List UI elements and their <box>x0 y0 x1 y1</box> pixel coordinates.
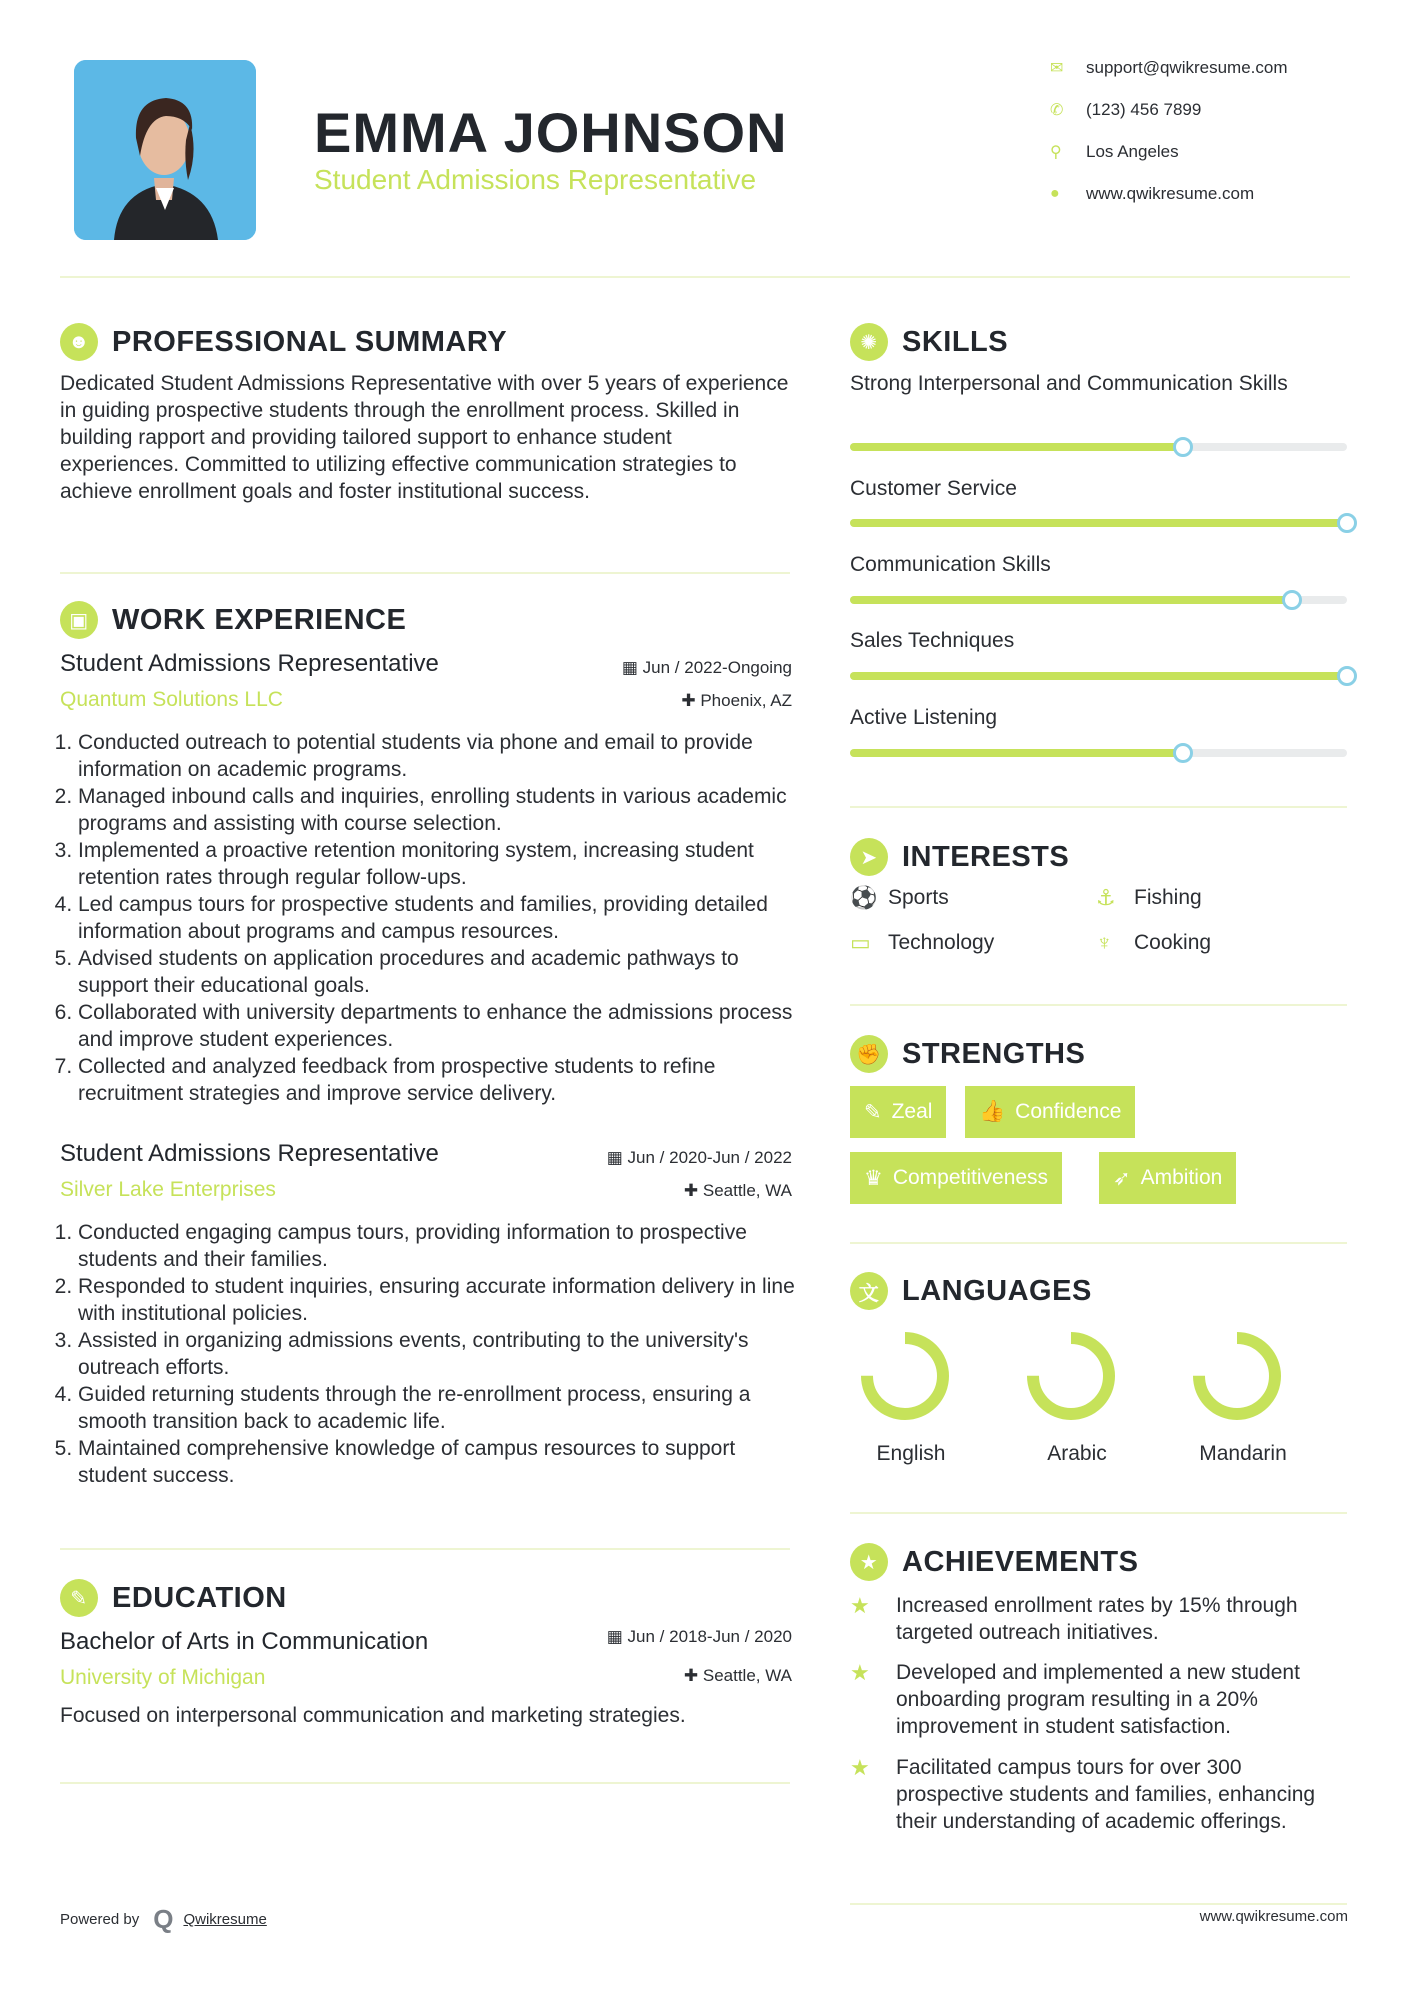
skill-bar-fill <box>850 749 1183 757</box>
education-text: Focused on interpersonal communication and marketing strategies. <box>60 1704 686 1727</box>
education-divider <box>60 1782 790 1784</box>
interests-heading-text: INTERESTS <box>902 840 1070 873</box>
duty-item: 6. Collaborated with university departments to enhance the admissions process and improve student experiences. <box>78 999 796 1053</box>
duty-item: 5. Maintained comprehensive knowledge of campus resources to support student success. <box>78 1435 796 1489</box>
star-icon: ★ <box>850 1755 870 1780</box>
achievements-heading-text: ACHIEVEMENTS <box>902 1545 1139 1578</box>
strength-tag: ➶ Ambition <box>1099 1152 1236 1204</box>
pushpin-icon: ✚ <box>681 691 701 710</box>
language-ring <box>1187 1326 1287 1426</box>
strength-tag: ✎ Zeal <box>850 1086 946 1138</box>
job-title: Student Admissions Representative <box>60 650 439 677</box>
globe-icon: ● <box>1050 185 1060 202</box>
contact-email-text: support@qwikresume.com <box>1086 58 1288 77</box>
skill-bar-fill <box>850 672 1347 680</box>
calendar-icon: ▦ <box>606 1627 628 1646</box>
briefcase-icon: ▣ <box>60 601 98 639</box>
skills-heading <box>850 323 1008 361</box>
skill-bar <box>850 749 1347 757</box>
achievement-item: ★ Facilitated campus tours for over 300 prospective students and families, enhancing their understanding of academic offerings. <box>850 1755 1316 1833</box>
qwikresume-logo-icon: Q <box>153 1904 174 1934</box>
skill-bar-fill <box>850 596 1292 604</box>
languages-divider <box>850 1512 1347 1514</box>
duty-item: 4. Led campus tours for prospective students and families, providing detailed information about programs and campus resources. <box>78 891 796 945</box>
language-ring-arc <box>1033 1338 1109 1414</box>
job-date: ▦ Jun / 2020-Jun / 2022 <box>606 1148 792 1167</box>
language-label: English <box>876 1442 946 1465</box>
strengths-heading <box>850 1035 1085 1073</box>
work-divider <box>60 1548 790 1550</box>
skill-bar-knob <box>1337 513 1357 533</box>
calendar-icon: ▦ <box>606 1148 628 1167</box>
skill-label: Sales Techniques <box>850 629 1015 652</box>
skill-bar-fill <box>850 519 1347 527</box>
location-pin-icon: ⚲ <box>1050 144 1062 161</box>
interest-item: ⚓ Fishing <box>1096 885 1202 910</box>
user-icon: ☻ <box>60 323 98 361</box>
school-name: University of Michigan <box>60 1666 266 1689</box>
job-duties-list <box>60 729 796 1107</box>
lightbulb-icon: ✺ <box>850 323 888 361</box>
candidate-role: Student Admissions Representative <box>314 164 757 195</box>
pushpin-icon: ✚ <box>683 1181 703 1200</box>
trophy-icon: ♛ <box>864 1166 883 1190</box>
strength-tag: 👍 Confidence <box>965 1086 1135 1138</box>
skill-bar <box>850 596 1347 604</box>
skill-bar-fill <box>850 443 1183 451</box>
duty-item: 5. Advised students on application procedures and academic pathways to support their educational goals. <box>78 945 796 999</box>
degree-title: Bachelor of Arts in Communication <box>60 1628 429 1655</box>
job-duties-list <box>60 1219 796 1489</box>
thumbs-up-icon: 👍 <box>979 1100 1006 1123</box>
graduation-icon: ✎ <box>60 1579 98 1617</box>
utensils-icon: ♆ <box>1096 930 1113 955</box>
footer-brand-link[interactable]: Qwikresume <box>183 1911 267 1928</box>
star-icon: ★ <box>850 1593 870 1618</box>
education-location: ✚ Seattle, WA <box>683 1666 792 1685</box>
duty-item: 1. Conducted outreach to potential students via phone and email to provide information on academic programs. <box>78 729 796 783</box>
duty-item: 7. Collected and analyzed feedback from prospective students to refine recruitment strategies and improve service delivery. <box>78 1053 796 1107</box>
contact-email[interactable] <box>1050 58 1380 78</box>
strengths-heading-text: STRENGTHS <box>902 1037 1086 1070</box>
interest-item: ▭ Technology <box>850 930 995 955</box>
summary-heading <box>60 323 507 361</box>
job-date: ▦ Jun / 2022-Ongoing <box>621 658 792 677</box>
duty-item: 2. Managed inbound calls and inquiries, enrolling students in various academic programs and assisting with course selection. <box>78 783 796 837</box>
header-divider <box>60 276 1350 278</box>
language-ring <box>855 1326 955 1426</box>
job-location: ✚ Phoenix, AZ <box>681 691 792 710</box>
phone-icon: ✆ <box>1050 102 1064 119</box>
achievements-divider <box>850 1903 1347 1905</box>
contact-phone-text: (123) 456 7899 <box>1086 100 1202 119</box>
skill-bar-knob <box>1173 437 1193 457</box>
skills-divider <box>850 806 1347 808</box>
interests-heading <box>850 838 1069 876</box>
summary-text: Dedicated Student Admissions Representative with over 5 years of experience in guiding prospective students through the enrollment process. Skilled in building rapport and providing tailored support to enhance student experiences. Committed to utilizing effective communication strategies to achieve enrollment goals and foster institutional success. <box>60 372 789 503</box>
job-company: Silver Lake Enterprises <box>60 1178 276 1201</box>
languages-heading <box>850 1272 1092 1310</box>
achievements-heading <box>850 1543 1138 1581</box>
contact-phone[interactable] <box>1050 100 1380 120</box>
calendar-icon: ▦ <box>621 658 643 677</box>
job-location: ✚ Seattle, WA <box>683 1181 792 1200</box>
language-label: Arabic <box>1047 1442 1107 1465</box>
anchor-icon: ⚓ <box>1096 885 1116 910</box>
laptop-icon: ▭ <box>850 930 871 955</box>
contact-location-text: Los Angeles <box>1086 142 1179 161</box>
language-label: Mandarin <box>1199 1442 1287 1465</box>
footer-powered: Powered by Q Qwikresume <box>60 1904 267 1934</box>
strengths-divider <box>850 1242 1347 1244</box>
paper-plane-icon: ➤ <box>850 838 888 876</box>
language-icon: 文 <box>850 1272 888 1310</box>
star-badge-icon: ★ <box>850 1543 888 1581</box>
skill-bar <box>850 672 1347 680</box>
summary-heading-text: PROFESSIONAL SUMMARY <box>112 325 508 358</box>
contact-website-text: www.qwikresume.com <box>1086 184 1255 203</box>
interests-divider <box>850 1004 1347 1006</box>
duty-item: 1. Conducted engaging campus tours, providing information to prospective students and their families. <box>78 1219 796 1273</box>
skills-heading-text: SKILLS <box>902 325 1009 358</box>
skill-bar <box>850 519 1347 527</box>
work-heading-text: WORK EXPERIENCE <box>112 603 407 636</box>
education-date: ▦ Jun / 2018-Jun / 2020 <box>606 1627 792 1646</box>
skill-label: Customer Service <box>850 477 1017 500</box>
pushpin-icon: ✚ <box>683 1666 703 1685</box>
footer-url[interactable]: www.qwikresume.com <box>1199 1908 1348 1925</box>
interest-item: ⚽ Sports <box>850 885 949 910</box>
education-heading <box>60 1579 287 1617</box>
job-company: Quantum Solutions LLC <box>60 688 283 711</box>
job-title: Student Admissions Representative <box>60 1140 439 1167</box>
language-ring-arc <box>1199 1338 1275 1414</box>
profile-photo <box>74 60 256 240</box>
language-ring-arc <box>867 1338 943 1414</box>
duty-item: 3. Assisted in organizing admissions events, contributing to the university's outreach efforts. <box>78 1327 796 1381</box>
contact-website[interactable] <box>1050 184 1380 204</box>
interest-item: ♆ Cooking <box>1096 930 1212 955</box>
rocket-icon: ➶ <box>1113 1166 1131 1190</box>
strength-tag: ♛ Competitiveness <box>850 1152 1062 1204</box>
skill-label: Strong Interpersonal and Communication Skills <box>850 372 1288 395</box>
skill-label: Active Listening <box>850 706 998 729</box>
work-heading <box>60 601 406 639</box>
skill-bar-knob <box>1173 743 1193 763</box>
duty-item: 3. Implemented a proactive retention monitoring system, increasing student retention rates through regular follow-ups. <box>78 837 796 891</box>
skill-bar-knob <box>1282 590 1302 610</box>
achievement-item: ★ Increased enrollment rates by 15% through targeted outreach initiatives. <box>850 1593 1298 1644</box>
education-heading-text: EDUCATION <box>112 1581 287 1614</box>
contact-location <box>1050 142 1380 162</box>
achievement-item: ★ Developed and implemented a new student onboarding program resulting in a 20% improvement in student satisfaction. <box>850 1660 1300 1738</box>
skill-bar-knob <box>1337 666 1357 686</box>
star-icon: ★ <box>850 1660 870 1685</box>
skill-label: Communication Skills <box>850 553 1051 576</box>
duty-item: 4. Guided returning students through the re-enrollment process, ensuring a smooth transition back to academic life. <box>78 1381 796 1435</box>
fist-icon: ✊ <box>850 1035 888 1073</box>
language-ring <box>1021 1326 1121 1426</box>
duty-item: 2. Responded to student inquiries, ensuring accurate information delivery in line with institutional policies. <box>78 1273 796 1327</box>
envelope-icon: ✉ <box>1050 60 1064 77</box>
skill-bar <box>850 443 1347 451</box>
soccer-ball-icon: ⚽ <box>850 885 878 910</box>
languages-heading-text: LANGUAGES <box>902 1274 1092 1307</box>
candidate-name: EMMA JOHNSON <box>314 101 788 164</box>
pencil-icon: ✎ <box>864 1100 882 1124</box>
summary-divider <box>60 572 790 574</box>
